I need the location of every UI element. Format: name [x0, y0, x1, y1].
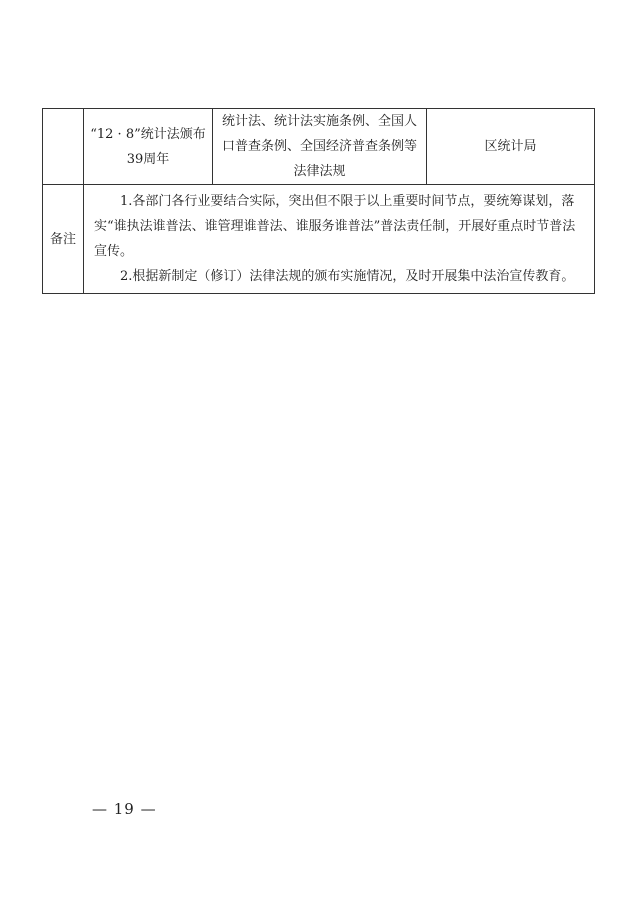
event-cell [84, 109, 213, 185]
remarks-line-1: 1.各部门各行业要结合实际，突出但不限于以上重要时间节点，要统筹谋划，落实“谁执法谁普法、谁管理谁普法、谁服务谁普法”普法责任制，开展好重点时节普法宣传。 [94, 194, 576, 259]
page-number: — 19 — [92, 800, 157, 818]
remarks-line-2: 2.根据新制定（修订）法律法规的颁布实施情况，及时开展集中法治宣传教育。 [120, 269, 575, 284]
department-text: 区统计局 [484, 139, 537, 154]
event-text: “12 · 8”统计法颁布39周年 [90, 126, 206, 167]
remarks-row [43, 185, 595, 294]
department-cell [427, 109, 595, 185]
index-cell [43, 109, 84, 185]
table-row [43, 109, 595, 185]
remarks-label: 备注 [43, 185, 84, 294]
laws-text: 统计法、统计法实施条例、全国人口普查条例、全国经济普查条例等法律法规 [221, 114, 417, 179]
schedule-table [42, 108, 595, 294]
laws-cell [213, 109, 427, 185]
remarks-content [84, 185, 595, 294]
